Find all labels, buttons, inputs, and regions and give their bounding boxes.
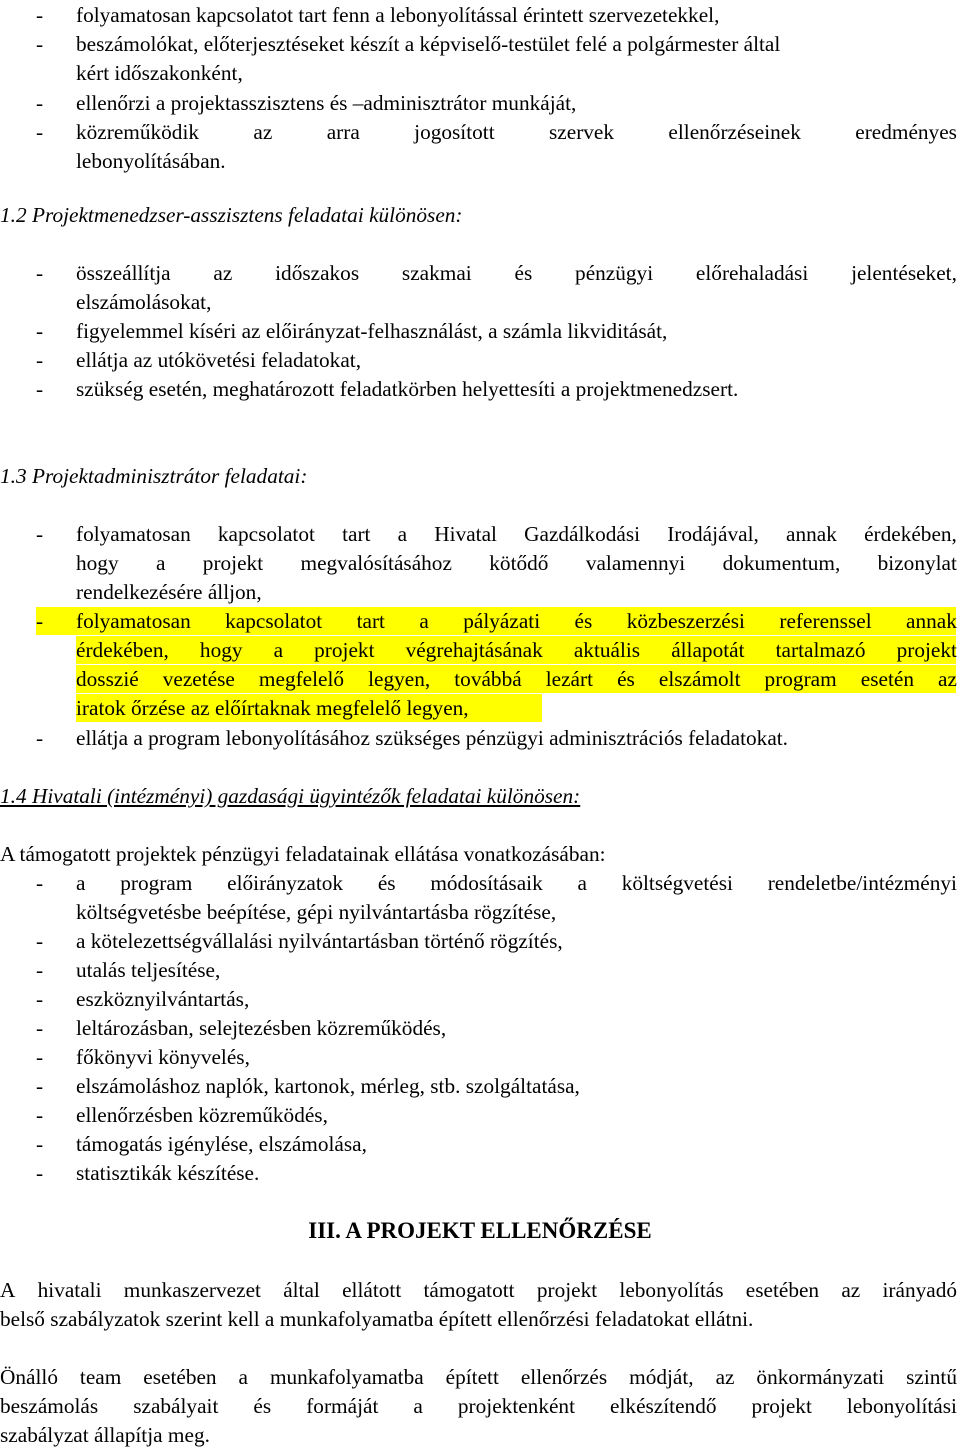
word: elszámolt [658, 667, 741, 691]
word: és [514, 261, 533, 285]
list-item [0, 1013, 960, 1043]
list-text: eszköznyilvántartás, [76, 987, 250, 1011]
word: Önálló [0, 1365, 58, 1389]
word: projekt [314, 638, 375, 662]
list-dash: - [36, 987, 44, 1011]
word: kötődő [489, 551, 549, 575]
list-item [0, 926, 960, 956]
word: tart [356, 609, 385, 633]
word: lebonyolítási [846, 1394, 957, 1418]
word: és [377, 871, 396, 895]
list-dash: - [36, 261, 44, 285]
word: hogy [199, 638, 243, 662]
word: bizonylat [877, 551, 957, 575]
paragraph-line [0, 1362, 960, 1392]
word: projekt [536, 1278, 598, 1302]
word: ellenőrzés [520, 1365, 608, 1389]
list-dash: - [36, 1045, 44, 1069]
word: formáját [306, 1394, 379, 1418]
paragraph-line [0, 1391, 960, 1421]
list-dash: - [36, 348, 44, 372]
list-item [0, 868, 960, 898]
list-dash: - [36, 32, 44, 56]
list-text: lebonyolításában. [76, 149, 226, 173]
list-item [0, 316, 960, 346]
list-item [0, 117, 960, 147]
list-text: ellenőrzésben közreműködés, [76, 1103, 328, 1127]
list-dash: - [36, 726, 44, 750]
list-item [0, 723, 960, 753]
list-item [0, 1129, 960, 1159]
word: a [76, 871, 86, 895]
paragraph-line [0, 1275, 960, 1305]
word: a [413, 1394, 423, 1418]
list-item [0, 0, 960, 30]
list-dash: - [36, 1103, 44, 1127]
word: kapcsolatot [217, 522, 315, 546]
word: dokumentum, [722, 551, 841, 575]
word: referenssel [779, 609, 872, 633]
word: és [574, 609, 593, 633]
word: kapcsolatot [225, 609, 323, 633]
word: hivatali [37, 1278, 102, 1302]
paragraph-line: belső szabályzatok szerint kell a munkafolyamatba épített ellenőrzési feladatokat ellátni. [0, 1307, 754, 1331]
list-item [0, 1071, 960, 1101]
word: team [79, 1365, 122, 1389]
paragraph: A támogatott projektek pénzügyi feladatainak ellátása vonatkozásában: [0, 842, 606, 866]
word: annak [786, 522, 837, 546]
word: költségvetési [621, 871, 733, 895]
list-text: szükség esetén, meghatározott feladatkörben helyettesíti a projektmenedzsert. [76, 377, 739, 401]
list-dash: - [36, 1074, 44, 1098]
word: szintű [906, 1365, 957, 1389]
chapter-heading: III. A PROJEKT ELLENŐRZÉSE [308, 1218, 652, 1243]
list-text: elszámoláshoz naplók, kartonok, mérleg, stb. szolgáltatása, [76, 1074, 580, 1098]
word: annak [906, 609, 957, 633]
list-dash: - [36, 1016, 44, 1040]
word: pályázati [463, 609, 541, 633]
word: megvalósításához [300, 551, 452, 575]
word: az [213, 261, 233, 285]
list-text: beszámolókat, előterjesztéseket készít a képviselő-testület felé a polgármester által [76, 32, 781, 56]
list-item [0, 258, 960, 288]
list-dash: - [36, 120, 44, 144]
word: a [273, 638, 284, 662]
word: rendeletbe/intézményi [767, 871, 957, 895]
word: esetén [860, 667, 914, 691]
list-text: utalás teljesítése, [76, 958, 221, 982]
word: szervek [549, 120, 615, 144]
word: legyen, [368, 667, 431, 691]
word: ellátott [342, 1278, 402, 1302]
list-text [76, 635, 957, 665]
list-text [76, 258, 957, 288]
word: előrehaladási [695, 261, 809, 285]
list-item [0, 519, 960, 549]
word: az [253, 120, 273, 144]
word: érdekében, [864, 522, 957, 546]
word: a [419, 609, 429, 633]
section-heading-1-2: 1.2 Projektmenedzser-asszisztens feladatai különösen: [0, 203, 463, 227]
word: lebonyolítás [619, 1278, 724, 1302]
list-text: folyamatosan kapcsolatot tart fenn a lebonyolítással érintett szervezetekkel, [76, 3, 720, 27]
list-dash: - [36, 377, 44, 401]
list-text: költségvetésbe beépítése, gépi nyilvántartásba rögzítése, [76, 900, 557, 924]
list-text: elszámolásokat, [76, 290, 212, 314]
word: végrehajtásának [405, 638, 543, 662]
word: pénzügyi [575, 261, 654, 285]
word: a [397, 522, 408, 546]
word: Gazdálkodási [524, 522, 641, 546]
list-item-continuation [0, 635, 960, 665]
word: érdekében, [76, 638, 169, 662]
list-item [0, 1100, 960, 1130]
word: a [155, 551, 166, 575]
list-item [0, 984, 960, 1014]
word: munkafolyamatba [269, 1365, 424, 1389]
word: projekt [896, 638, 957, 662]
word: szakmai [401, 261, 472, 285]
list-text: figyelemmel kíséri az előirányzat-felhasználást, a számla likviditását, [76, 319, 668, 343]
word: jelentéseket, [851, 261, 957, 285]
word: szabályait [133, 1394, 219, 1418]
word: projekt [202, 551, 264, 575]
section-heading-1-3: 1.3 Projektadminisztrátor feladatai: [0, 464, 308, 488]
list-text: ellenőrzi a projektasszisztens és –adminisztrátor munkáját, [76, 91, 577, 115]
list-item [0, 374, 960, 404]
word: és [253, 1394, 272, 1418]
word: eredményes [855, 120, 957, 144]
list-item [0, 88, 960, 118]
list-text: iratok őrzése az előírtaknak megfelelő legyen, [76, 696, 469, 720]
list-text [76, 519, 957, 549]
list-dash: - [36, 319, 44, 343]
list-dash: - [36, 609, 44, 633]
word: folyamatosan [76, 522, 191, 546]
paragraph-line: szabályzat állapítja meg. [0, 1423, 210, 1447]
list-item-continuation [0, 577, 960, 607]
word: program [764, 667, 837, 691]
list-text [76, 868, 957, 898]
list-text [76, 117, 957, 147]
list-item-continuation [0, 693, 960, 723]
word: valamennyi [585, 551, 686, 575]
list-text [76, 548, 957, 578]
list-item-highlighted [0, 606, 960, 636]
word: és [617, 667, 635, 691]
word: továbbá [454, 667, 522, 691]
word: elkészítendő [610, 1394, 717, 1418]
list-dash: - [36, 929, 44, 953]
list-text: leltározásban, selejtezésben közreműködés, [76, 1016, 447, 1040]
word: összeállítja [76, 261, 171, 285]
word: épített [445, 1365, 499, 1389]
list-dash: - [36, 871, 44, 895]
list-text [76, 664, 957, 694]
word: irányadó [882, 1278, 957, 1302]
word: közreműködik [76, 120, 200, 144]
word: esetében [143, 1365, 217, 1389]
list-text: a kötelezettségvállalási nyilvántartásban történő rögzítés, [76, 929, 563, 953]
word: a [577, 871, 587, 895]
list-item-continuation [0, 287, 960, 317]
list-item [0, 29, 960, 59]
word: vezetése [162, 667, 235, 691]
list-item-continuation [0, 58, 960, 88]
word: program [120, 871, 193, 895]
list-dash: - [36, 3, 44, 27]
word: jogosított [414, 120, 495, 144]
word: megfelelő [258, 667, 345, 691]
word: dosszié [76, 667, 139, 691]
list-dash: - [36, 958, 44, 982]
list-text: ellátja az utókövetési feladatokat, [76, 348, 362, 372]
section-heading-1-4: 1.4 Hivatali (intézményi) gazdasági ügyintézők feladatai különösen: [0, 784, 581, 808]
word: módját, [629, 1365, 694, 1389]
list-item-continuation [0, 897, 960, 927]
word: előirányzatok [227, 871, 344, 895]
list-text: ellátja a program lebonyolításához szükséges pénzügyi adminisztrációs feladatokat. [76, 726, 789, 750]
list-item [0, 1158, 960, 1188]
list-dash: - [36, 91, 44, 115]
word: az [715, 1365, 735, 1389]
word: módosításaik [430, 871, 543, 895]
word: arra [326, 120, 360, 144]
word: támogatott [423, 1278, 515, 1302]
list-item-continuation [0, 664, 960, 694]
word: által [283, 1278, 320, 1302]
word: beszámolás [0, 1394, 99, 1418]
list-text: támogatás igénylése, elszámolása, [76, 1132, 367, 1156]
list-text: főkönyvi könyvelés, [76, 1045, 250, 1069]
word: tart [342, 522, 371, 546]
list-item [0, 345, 960, 375]
list-text: statisztikák készítése. [76, 1161, 260, 1185]
list-dash: - [36, 1132, 44, 1156]
word: ellenőrzéseinek [668, 120, 801, 144]
word: folyamatosan [76, 609, 191, 633]
word: lezárt [545, 667, 594, 691]
list-item [0, 1042, 960, 1072]
list-item-continuation [0, 146, 960, 176]
word: projekt [751, 1394, 812, 1418]
list-text: rendelkezésére álljon, [76, 580, 262, 604]
word: a [238, 1365, 248, 1389]
word: tartalmazó [775, 638, 866, 662]
word: az [841, 1278, 861, 1302]
list-item [0, 955, 960, 985]
word: hogy [76, 551, 119, 575]
word: A [0, 1278, 16, 1302]
word: önkormányzati [756, 1365, 885, 1389]
word: állapotát [671, 638, 745, 662]
word: az [938, 667, 957, 691]
list-dash: - [36, 1161, 44, 1185]
list-item-continuation [0, 548, 960, 578]
list-text: kért időszakonként, [76, 61, 243, 85]
word: munkaszervezet [123, 1278, 261, 1302]
word: aktuális [573, 638, 641, 662]
word: esetében [745, 1278, 820, 1302]
list-text [76, 606, 957, 636]
word: időszakos [275, 261, 360, 285]
word: projektenként [457, 1394, 575, 1418]
list-dash: - [36, 522, 44, 546]
word: Hivatal [434, 522, 497, 546]
word: Irodájával, [667, 522, 759, 546]
word: közbeszerzési [626, 609, 745, 633]
